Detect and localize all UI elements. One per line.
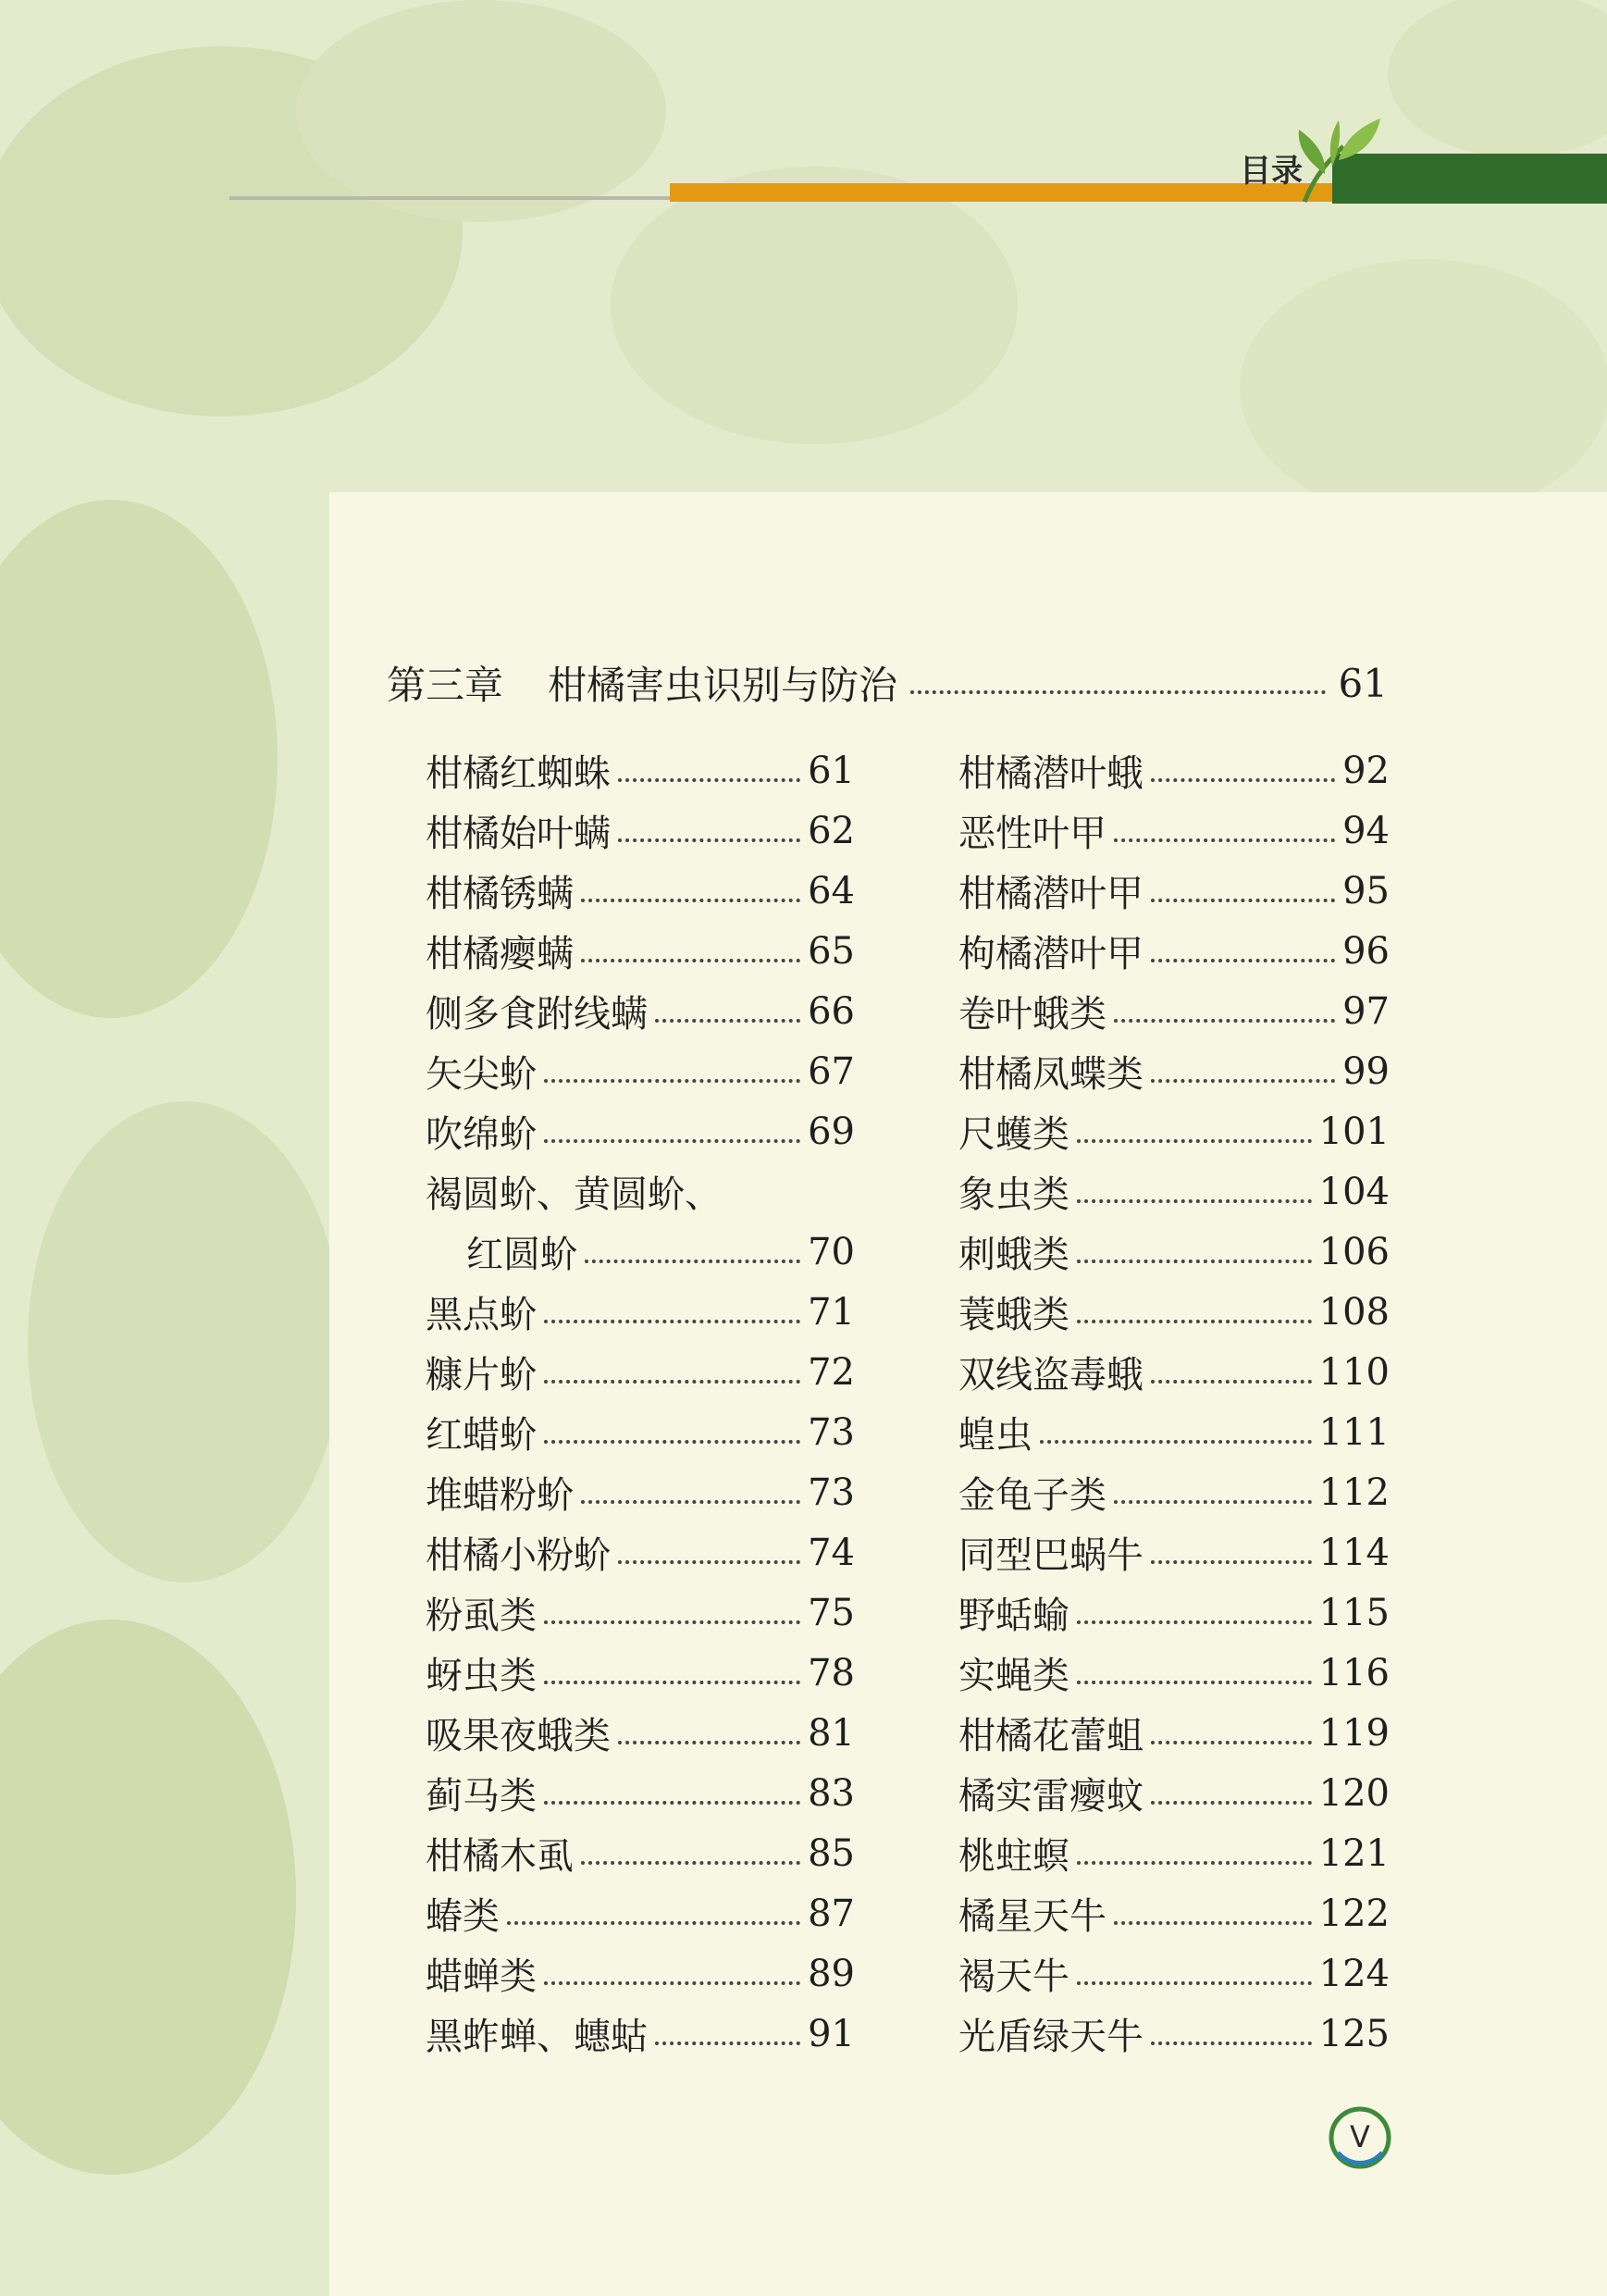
toc-entry-page: 85 [808,1831,855,1875]
toc-entry[interactable] [426,1342,855,1402]
toc-entry-title: 柑橘红蜘蛛 [426,752,611,795]
dot-leader [910,690,1326,694]
toc-entry-page: 110 [1318,1350,1390,1394]
toc-entry-page: 66 [808,989,855,1033]
toc-entry-title: 褐圆蚧、黄圆蚧、 [426,1173,722,1216]
toc-entry-title: 象虫类 [958,1173,1069,1216]
toc-entry[interactable] [426,1222,855,1282]
toc-entry[interactable] [958,1222,1390,1282]
dot-leader [581,1500,800,1504]
dot-leader [1114,1019,1335,1023]
dot-leader [1077,1260,1312,1263]
toc-entry[interactable] [426,921,855,981]
toc-entry-page: 108 [1318,1290,1390,1334]
dot-leader [1151,1741,1312,1744]
toc-entry[interactable] [426,1823,855,1883]
toc-entry[interactable] [958,1883,1390,1943]
toc-entry-page: 99 [1342,1049,1390,1093]
dot-leader [655,1019,800,1023]
chapter-page: 61 [1338,660,1388,706]
dot-leader [655,2042,800,2045]
toc-entry[interactable] [426,2004,855,2064]
dot-leader [1077,1139,1312,1143]
toc-entry-title: 野蛞蝓 [958,1595,1069,1637]
dot-leader [1077,1681,1312,1684]
dot-leader [618,1741,800,1744]
chapter-label: 第三章 [387,663,504,708]
toc-entry-title: 粉虱类 [426,1595,537,1637]
toc-entry-page: 115 [1318,1591,1390,1634]
toc-entry-title: 柑橘花蕾蛆 [958,1715,1143,1757]
toc-entry-page: 73 [808,1471,855,1514]
toc-entry[interactable] [958,1101,1390,1161]
toc-entry[interactable] [426,1462,855,1522]
toc-entry-page: 61 [808,749,855,792]
toc-entry-title: 金龟子类 [958,1474,1106,1517]
dot-leader [1077,1620,1312,1624]
toc-entry-title: 糠片蚧 [426,1354,537,1396]
toc-entry[interactable] [958,1943,1390,2004]
toc-entry-page: 104 [1318,1170,1390,1213]
toc-entry-page: 75 [808,1591,855,1634]
dot-leader [1151,778,1335,782]
toc-entry-page: 92 [1342,749,1390,792]
toc-entry-page: 96 [1342,929,1390,973]
toc-entry[interactable] [426,1402,855,1462]
dot-leader [1077,1981,1312,1985]
toc-entry-title: 柑橘潜叶蛾 [958,752,1143,795]
toc-entry-page: 74 [808,1531,855,1574]
toc-entry-title: 尺蠖类 [958,1113,1069,1156]
toc-entry-page: 94 [1342,809,1390,852]
dot-leader [1151,899,1335,902]
toc-entry-title: 柑橘潜叶甲 [958,873,1143,915]
toc-entry[interactable] [958,1522,1390,1582]
toc-entry[interactable] [426,1643,855,1703]
toc-entry-title: 柑橘瘿螨 [426,933,574,975]
toc-entry-title: 卷叶蛾类 [958,993,1106,1036]
toc-right-column [958,740,1390,2064]
dot-leader [1151,1380,1312,1384]
toc-entry[interactable] [426,1582,855,1643]
toc-entry-title: 刺蛾类 [958,1234,1069,1276]
toc-entry-title: 蜡蝉类 [426,1955,537,1998]
header-rule [229,196,674,200]
toc-entry[interactable] [426,1763,855,1823]
toc-entry-page: 78 [808,1651,855,1694]
toc-entry[interactable] [426,800,855,861]
toc-entry[interactable] [426,1282,855,1342]
toc-entry-title: 柑橘木虱 [426,1835,574,1878]
toc-entry-title: 柑橘锈螨 [426,873,574,915]
dot-leader [1077,1320,1312,1323]
toc-entry[interactable] [426,1703,855,1763]
toc-entry-title: 橘实雷瘿蚊 [958,1775,1143,1818]
dot-leader [581,1861,800,1865]
toc-entry[interactable] [958,1161,1390,1222]
toc-entry-title: 吹绵蚧 [426,1113,537,1156]
toc-entry-page: 114 [1318,1531,1390,1574]
toc-entry[interactable] [958,981,1390,1041]
toc-entry-title: 蝽类 [426,1895,500,1938]
dot-leader [1151,1079,1335,1083]
dot-leader [544,1320,800,1323]
page-number: V [1350,2119,1370,2154]
toc-entry-page: 72 [808,1350,855,1394]
toc-entry-title: 蓑蛾类 [958,1294,1069,1336]
toc-entry-title: 蓟马类 [426,1775,537,1818]
toc-entry[interactable] [958,2004,1390,2064]
dot-leader [618,778,800,782]
toc-entry-page: 121 [1318,1831,1390,1875]
toc-entry-title: 侧多食跗线螨 [426,993,648,1036]
toc-entry-title: 矢尖蚧 [426,1053,537,1096]
toc-entry-page: 95 [1342,869,1390,912]
toc-entry[interactable] [426,981,855,1041]
toc-entry-title: 黑点蚧 [426,1294,537,1336]
dot-leader [1114,1500,1312,1504]
toc-entry-title: 双线盗毒蛾 [958,1354,1143,1396]
dot-leader [1151,959,1335,962]
toc-entry-page: 120 [1318,1771,1390,1815]
toc-entry-page: 65 [808,929,855,973]
toc-entry-title: 蚜虫类 [426,1655,537,1697]
toc-entry[interactable] [958,1703,1390,1763]
toc-entry-title: 同型巴蜗牛 [958,1534,1143,1577]
dot-leader [581,899,800,902]
toc-left-column [426,740,855,2064]
dot-leader [544,1681,800,1684]
page-number-badge [1327,2104,1393,2171]
toc-entry[interactable] [426,1101,855,1161]
toc-entry[interactable] [426,1522,855,1582]
toc-entry-page: 62 [808,809,855,852]
toc-entry[interactable] [958,1282,1390,1342]
dot-leader [544,1139,800,1143]
toc-entry[interactable] [958,1041,1390,1101]
dot-leader [618,838,800,842]
toc-entry[interactable] [958,1823,1390,1883]
dot-leader [1151,2042,1312,2045]
toc-entry[interactable] [958,740,1390,800]
dot-leader [1040,1440,1312,1444]
toc-entry[interactable] [426,1943,855,2004]
toc-entry-page: 73 [808,1410,855,1454]
toc-entry-page: 81 [808,1711,855,1755]
toc-entry-title: 桃蛀螟 [958,1835,1069,1878]
dot-leader [544,1620,800,1624]
toc-entry-title: 红蜡蚧 [426,1414,537,1457]
dot-leader [618,1560,800,1564]
toc-entry[interactable] [958,1763,1390,1823]
toc-entry[interactable] [958,800,1390,861]
toc-entry[interactable] [958,1402,1390,1462]
toc-entry-title: 柑橘始叶螨 [426,813,611,855]
toc-entry-title: 恶性叶甲 [958,813,1106,855]
toc-entry-page: 89 [808,1952,855,1995]
toc-entry-page: 97 [1342,989,1390,1033]
toc-entry-page: 122 [1318,1892,1390,1935]
toc-entry-page: 124 [1318,1952,1390,1995]
dot-leader [1151,1560,1312,1564]
leaf-icon [1288,109,1390,211]
toc-entry-page: 125 [1318,2012,1390,2055]
dot-leader [1114,838,1335,842]
toc-entry-page: 91 [808,2012,855,2055]
toc-entry[interactable] [426,1883,855,1943]
toc-entry-title: 蝗虫 [958,1414,1032,1457]
toc-entry-title: 光盾绿天牛 [958,2016,1143,2058]
toc-entry-title: 红圆蚧 [466,1234,577,1276]
toc-entry-title: 实蝇类 [958,1655,1069,1697]
toc-entry[interactable] [958,921,1390,981]
dot-leader [585,1260,800,1263]
toc-entry[interactable] [958,1582,1390,1643]
dot-leader [544,1440,800,1444]
toc-entry-page: 101 [1318,1110,1390,1153]
dot-leader [544,1801,800,1805]
dot-leader [1077,1861,1312,1865]
toc-entry-page: 119 [1318,1711,1390,1755]
chapter-heading[interactable] [387,655,1388,711]
toc-entry-page: 64 [808,869,855,912]
toc-entry-title: 枸橘潜叶甲 [958,933,1143,975]
toc-entry-title: 堆蜡粉蚧 [426,1474,574,1517]
toc-entry-title: 橘星天牛 [958,1895,1106,1938]
dot-leader [544,1380,800,1384]
chapter-title: 柑橘害虫识别与防治 [548,663,898,708]
toc-entry-page: 111 [1318,1410,1390,1454]
toc-entry-page: 69 [808,1110,855,1153]
toc-entry-page: 71 [808,1290,855,1334]
toc-entry[interactable] [958,1643,1390,1703]
dot-leader [544,1079,800,1083]
toc-entry-title: 黑蚱蝉、蟪蛄 [426,2016,648,2058]
toc-entry-title: 柑橘小粉蚧 [426,1534,611,1577]
toc-entry-page: 67 [808,1049,855,1093]
toc-entry[interactable] [426,861,855,921]
dot-leader [1077,1199,1312,1203]
dot-leader [507,1921,800,1925]
toc-entry[interactable] [426,1161,855,1222]
dot-leader [1151,1801,1312,1805]
toc-entry-page: 106 [1318,1230,1390,1273]
toc-entry-title: 褐天牛 [958,1955,1069,1998]
toc-entry-page: 87 [808,1892,855,1935]
dot-leader [544,1981,800,1985]
toc-entry-page: 112 [1318,1471,1390,1514]
toc-entry[interactable] [426,740,855,800]
toc-entry-page: 116 [1318,1651,1390,1694]
toc-entry-title: 吸果夜蛾类 [426,1715,611,1757]
toc-entry-title: 柑橘凤蝶类 [958,1053,1143,1096]
toc-entry[interactable] [958,861,1390,921]
toc-entry[interactable] [958,1462,1390,1522]
header-title: 目录 [1240,153,1303,190]
toc-entry[interactable] [426,1041,855,1101]
toc-entry-page: 83 [808,1771,855,1815]
dot-leader [1114,1921,1312,1925]
dot-leader [581,959,800,962]
toc-entry[interactable] [958,1342,1390,1402]
toc-entry-page: 70 [808,1230,855,1273]
